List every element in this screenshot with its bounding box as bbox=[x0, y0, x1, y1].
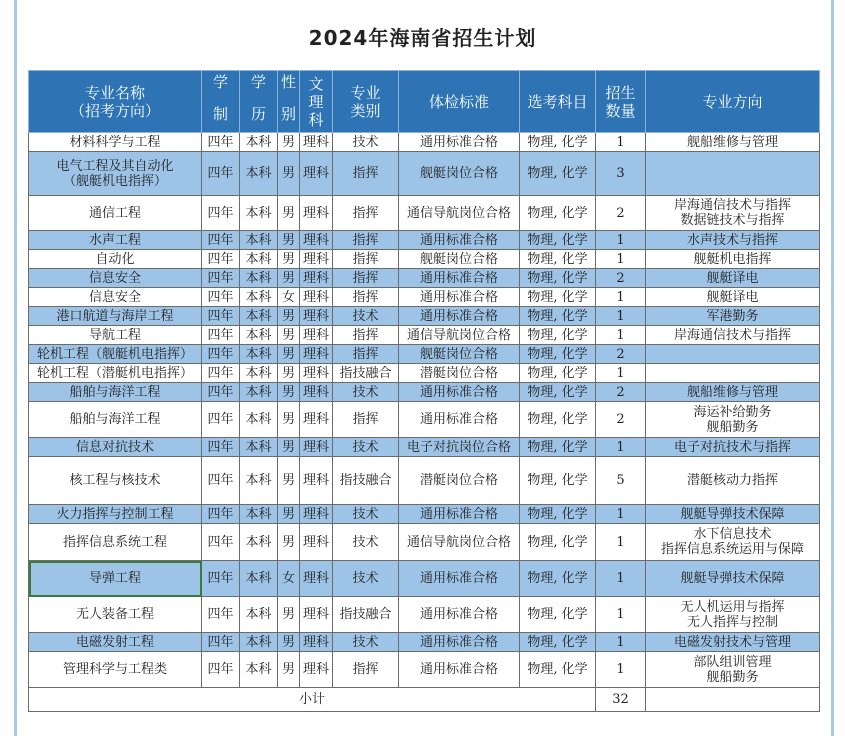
cell-major-name: 材料科学与工程 bbox=[29, 133, 202, 152]
cell-major-name: 核工程与核技术 bbox=[29, 457, 202, 505]
table-row bbox=[29, 633, 820, 652]
cell-gender: 男 bbox=[278, 133, 300, 152]
table-row bbox=[29, 524, 820, 561]
table-row bbox=[29, 345, 820, 364]
cell-quota: 2 bbox=[596, 196, 646, 231]
cell-system: 四年 bbox=[202, 633, 240, 652]
cell-system: 四年 bbox=[202, 307, 240, 326]
cell-quota: 1 bbox=[596, 597, 646, 633]
cell-degree: 本科 bbox=[240, 383, 278, 402]
cell-major-name: 港口航道与海岸工程 bbox=[29, 307, 202, 326]
cell-arts-science: 理科 bbox=[300, 383, 333, 402]
cell-direction: 海运补给勤务 舰船勤务 bbox=[646, 402, 820, 438]
cell-arts-science: 理科 bbox=[300, 326, 333, 345]
cell-category: 指挥 bbox=[333, 288, 399, 307]
cell-major-name: 指挥信息系统工程 bbox=[29, 524, 202, 561]
cell-medical: 通用标准合格 bbox=[399, 597, 520, 633]
cell-degree: 本科 bbox=[240, 196, 278, 231]
cell-category: 指挥 bbox=[333, 196, 399, 231]
cell-quota: 2 bbox=[596, 345, 646, 364]
cell-degree: 本科 bbox=[240, 597, 278, 633]
cell-degree: 本科 bbox=[240, 633, 278, 652]
cell-degree: 本科 bbox=[240, 269, 278, 288]
cell-medical: 潜艇岗位合格 bbox=[399, 364, 520, 383]
cell-subjects: 物理, 化学 bbox=[520, 231, 596, 250]
header-quota: 招生 数量 bbox=[596, 71, 646, 133]
cell-quota: 1 bbox=[596, 505, 646, 524]
cell-system: 四年 bbox=[202, 597, 240, 633]
cell-gender: 男 bbox=[278, 438, 300, 457]
cell-direction: 军港勤务 bbox=[646, 307, 820, 326]
cell-degree: 本科 bbox=[240, 505, 278, 524]
enrollment-plan-table bbox=[28, 70, 820, 712]
cell-gender: 男 bbox=[278, 597, 300, 633]
cell-direction: 电子对抗技术与指挥 bbox=[646, 438, 820, 457]
cell-degree: 本科 bbox=[240, 326, 278, 345]
cell-system: 四年 bbox=[202, 364, 240, 383]
cell-subjects: 物理, 化学 bbox=[520, 524, 596, 561]
cell-medical: 通信导航岗位合格 bbox=[399, 524, 520, 561]
table-row bbox=[29, 402, 820, 438]
cell-degree: 本科 bbox=[240, 524, 278, 561]
cell-subjects: 物理, 化学 bbox=[520, 597, 596, 633]
cell-arts-science: 理科 bbox=[300, 438, 333, 457]
cell-category: 技术 bbox=[333, 307, 399, 326]
cell-medical: 潜艇岗位合格 bbox=[399, 457, 520, 505]
cell-quota: 1 bbox=[596, 652, 646, 688]
cell-system: 四年 bbox=[202, 383, 240, 402]
cell-system: 四年 bbox=[202, 345, 240, 364]
cell-direction: 电磁发射技术与管理 bbox=[646, 633, 820, 652]
cell-arts-science: 理科 bbox=[300, 505, 333, 524]
cell-medical: 通用标准合格 bbox=[399, 633, 520, 652]
cell-quota: 1 bbox=[596, 438, 646, 457]
table-row bbox=[29, 505, 820, 524]
cell-medical: 电子对抗岗位合格 bbox=[399, 438, 520, 457]
cell-system: 四年 bbox=[202, 524, 240, 561]
cell-gender: 女 bbox=[278, 288, 300, 307]
cell-major-name: 电气工程及其自动化 （舰艇机电指挥） bbox=[29, 152, 202, 196]
cell-category: 指挥 bbox=[333, 269, 399, 288]
cell-system: 四年 bbox=[202, 269, 240, 288]
cell-category: 技术 bbox=[333, 633, 399, 652]
cell-major-name: 通信工程 bbox=[29, 196, 202, 231]
table-row bbox=[29, 561, 820, 597]
table-row bbox=[29, 152, 820, 196]
cell-system: 四年 bbox=[202, 231, 240, 250]
cell-degree: 本科 bbox=[240, 307, 278, 326]
cell-gender: 男 bbox=[278, 364, 300, 383]
cell-gender: 男 bbox=[278, 307, 300, 326]
cell-subjects: 物理, 化学 bbox=[520, 288, 596, 307]
table-row bbox=[29, 438, 820, 457]
cell-subjects: 物理, 化学 bbox=[520, 250, 596, 269]
cell-major-name: 船舶与海洋工程 bbox=[29, 402, 202, 438]
cell-subjects: 物理, 化学 bbox=[520, 133, 596, 152]
cell-degree: 本科 bbox=[240, 402, 278, 438]
cell-degree: 本科 bbox=[240, 152, 278, 196]
header-major: 专业名称 （招考方向） bbox=[29, 71, 202, 133]
table-row bbox=[29, 250, 820, 269]
header-system: 学 制 bbox=[202, 71, 240, 133]
cell-medical: 通用标准合格 bbox=[399, 561, 520, 597]
cell-degree: 本科 bbox=[240, 457, 278, 505]
cell-system: 四年 bbox=[202, 457, 240, 505]
cell-quota: 3 bbox=[596, 152, 646, 196]
cell-subjects: 物理, 化学 bbox=[520, 196, 596, 231]
table-row bbox=[29, 269, 820, 288]
cell-system: 四年 bbox=[202, 652, 240, 688]
cell-direction: 水下信息技术 指挥信息系统运用与保障 bbox=[646, 524, 820, 561]
cell-direction: 水声技术与指挥 bbox=[646, 231, 820, 250]
cell-direction bbox=[646, 152, 820, 196]
cell-subjects: 物理, 化学 bbox=[520, 152, 596, 196]
cell-subjects: 物理, 化学 bbox=[520, 402, 596, 438]
cell-quota: 2 bbox=[596, 383, 646, 402]
cell-arts-science: 理科 bbox=[300, 231, 333, 250]
table-row bbox=[29, 383, 820, 402]
cell-subjects: 物理, 化学 bbox=[520, 269, 596, 288]
cell-category: 技术 bbox=[333, 561, 399, 597]
cell-arts-science: 理科 bbox=[300, 561, 333, 597]
cell-direction bbox=[646, 345, 820, 364]
cell-medical: 通用标准合格 bbox=[399, 133, 520, 152]
cell-degree: 本科 bbox=[240, 288, 278, 307]
cell-system: 四年 bbox=[202, 505, 240, 524]
cell-degree: 本科 bbox=[240, 250, 278, 269]
cell-system: 四年 bbox=[202, 438, 240, 457]
cell-medical: 通用标准合格 bbox=[399, 269, 520, 288]
cell-system: 四年 bbox=[202, 561, 240, 597]
cell-system: 四年 bbox=[202, 152, 240, 196]
cell-degree: 本科 bbox=[240, 231, 278, 250]
table-row bbox=[29, 307, 820, 326]
cell-quota: 2 bbox=[596, 402, 646, 438]
cell-subjects: 物理, 化学 bbox=[520, 326, 596, 345]
cell-medical: 通用标准合格 bbox=[399, 383, 520, 402]
cell-category: 技术 bbox=[333, 438, 399, 457]
cell-arts-science: 理科 bbox=[300, 288, 333, 307]
cell-arts-science: 理科 bbox=[300, 457, 333, 505]
cell-major-name: 船舶与海洋工程 bbox=[29, 383, 202, 402]
cell-quota: 1 bbox=[596, 561, 646, 597]
cell-gender: 女 bbox=[278, 561, 300, 597]
cell-subjects: 物理, 化学 bbox=[520, 307, 596, 326]
cell-category: 指挥 bbox=[333, 652, 399, 688]
cell-quota: 1 bbox=[596, 231, 646, 250]
cell-major-name: 轮机工程（潜艇机电指挥） bbox=[29, 364, 202, 383]
cell-medical: 舰艇岗位合格 bbox=[399, 152, 520, 196]
cell-category: 技术 bbox=[333, 505, 399, 524]
cell-direction bbox=[646, 364, 820, 383]
cell-arts-science: 理科 bbox=[300, 597, 333, 633]
cell-degree: 本科 bbox=[240, 438, 278, 457]
cell-category: 指挥 bbox=[333, 402, 399, 438]
cell-arts-science: 理科 bbox=[300, 307, 333, 326]
cell-quota: 1 bbox=[596, 307, 646, 326]
cell-medical: 舰艇岗位合格 bbox=[399, 250, 520, 269]
table-row bbox=[29, 196, 820, 231]
cell-category: 指挥 bbox=[333, 326, 399, 345]
cell-major-name: 水声工程 bbox=[29, 231, 202, 250]
cell-major-name: 无人装备工程 bbox=[29, 597, 202, 633]
cell-direction: 无人机运用与指挥 无人指挥与控制 bbox=[646, 597, 820, 633]
cell-subjects: 物理, 化学 bbox=[520, 505, 596, 524]
cell-medical: 通信导航岗位合格 bbox=[399, 326, 520, 345]
cell-quota: 1 bbox=[596, 250, 646, 269]
cell-arts-science: 理科 bbox=[300, 364, 333, 383]
header-arts-science: 文 理 科 bbox=[300, 71, 333, 133]
table-row bbox=[29, 288, 820, 307]
cell-arts-science: 理科 bbox=[300, 345, 333, 364]
cell-direction: 岸海通信技术与指挥 数据链技术与指挥 bbox=[646, 196, 820, 231]
cell-category: 指挥 bbox=[333, 250, 399, 269]
cell-degree: 本科 bbox=[240, 133, 278, 152]
cell-system: 四年 bbox=[202, 250, 240, 269]
cell-quota: 1 bbox=[596, 364, 646, 383]
cell-major-name: 火力指挥与控制工程 bbox=[29, 505, 202, 524]
cell-subjects: 物理, 化学 bbox=[520, 345, 596, 364]
table-row bbox=[29, 457, 820, 505]
cell-arts-science: 理科 bbox=[300, 269, 333, 288]
header-gender: 性 别 bbox=[278, 71, 300, 133]
cell-subjects: 物理, 化学 bbox=[520, 633, 596, 652]
cell-direction: 舰艇机电指挥 bbox=[646, 250, 820, 269]
cell-major-name: 信息安全 bbox=[29, 269, 202, 288]
cell-arts-science: 理科 bbox=[300, 402, 333, 438]
cell-gender: 男 bbox=[278, 152, 300, 196]
subtotal-value: 32 bbox=[596, 688, 646, 712]
cell-degree: 本科 bbox=[240, 561, 278, 597]
cell-subjects: 物理, 化学 bbox=[520, 561, 596, 597]
cell-category: 技术 bbox=[333, 133, 399, 152]
subtotal-empty bbox=[646, 688, 820, 712]
header-subjects: 选考科目 bbox=[520, 71, 596, 133]
page-title: 2024年海南省招生计划 bbox=[308, 26, 537, 50]
cell-gender: 男 bbox=[278, 326, 300, 345]
cell-major-name: 导航工程 bbox=[29, 326, 202, 345]
cell-major-name: 信息安全 bbox=[29, 288, 202, 307]
table-row bbox=[29, 652, 820, 688]
cell-gender: 男 bbox=[278, 269, 300, 288]
table-row bbox=[29, 133, 820, 152]
cell-medical: 通用标准合格 bbox=[399, 402, 520, 438]
table-row bbox=[29, 231, 820, 250]
cell-gender: 男 bbox=[278, 524, 300, 561]
cell-direction: 舰艇导弹技术保障 bbox=[646, 505, 820, 524]
cell-direction: 部队组训管理 舰船勤务 bbox=[646, 652, 820, 688]
cell-gender: 男 bbox=[278, 633, 300, 652]
cell-gender: 男 bbox=[278, 457, 300, 505]
cell-arts-science: 理科 bbox=[300, 133, 333, 152]
cell-quota: 2 bbox=[596, 269, 646, 288]
cell-arts-science: 理科 bbox=[300, 152, 333, 196]
cell-gender: 男 bbox=[278, 505, 300, 524]
cell-category: 指挥 bbox=[333, 231, 399, 250]
cell-degree: 本科 bbox=[240, 364, 278, 383]
header-medical: 体检标准 bbox=[399, 71, 520, 133]
cell-system: 四年 bbox=[202, 288, 240, 307]
cell-gender: 男 bbox=[278, 652, 300, 688]
subtotal-label: 小计 bbox=[29, 688, 596, 712]
cell-medical: 通用标准合格 bbox=[399, 505, 520, 524]
cell-subjects: 物理, 化学 bbox=[520, 383, 596, 402]
cell-arts-science: 理科 bbox=[300, 524, 333, 561]
cell-direction: 舰船维修与管理 bbox=[646, 133, 820, 152]
cell-medical: 通用标准合格 bbox=[399, 231, 520, 250]
cell-major-name: 信息对抗技术 bbox=[29, 438, 202, 457]
table-row bbox=[29, 364, 820, 383]
cell-system: 四年 bbox=[202, 326, 240, 345]
cell-subjects: 物理, 化学 bbox=[520, 652, 596, 688]
cell-quota: 1 bbox=[596, 633, 646, 652]
table-row bbox=[29, 326, 820, 345]
cell-degree: 本科 bbox=[240, 345, 278, 364]
cell-arts-science: 理科 bbox=[300, 652, 333, 688]
cell-arts-science: 理科 bbox=[300, 196, 333, 231]
cell-gender: 男 bbox=[278, 250, 300, 269]
cell-arts-science: 理科 bbox=[300, 250, 333, 269]
cell-direction: 舰艇导弹技术保障 bbox=[646, 561, 820, 597]
subtotal-row bbox=[29, 688, 820, 712]
cell-system: 四年 bbox=[202, 196, 240, 231]
cell-category: 指挥 bbox=[333, 152, 399, 196]
cell-gender: 男 bbox=[278, 402, 300, 438]
header-degree: 学 历 bbox=[240, 71, 278, 133]
cell-quota: 1 bbox=[596, 524, 646, 561]
cell-category: 技术 bbox=[333, 524, 399, 561]
cell-medical: 通用标准合格 bbox=[399, 652, 520, 688]
cell-category: 技术 bbox=[333, 383, 399, 402]
cell-quota: 1 bbox=[596, 133, 646, 152]
cell-major-name[interactable]: 导弹工程 bbox=[29, 561, 202, 597]
cell-direction: 潜艇核动力指挥 bbox=[646, 457, 820, 505]
cell-system: 四年 bbox=[202, 402, 240, 438]
cell-medical: 舰艇岗位合格 bbox=[399, 345, 520, 364]
cell-subjects: 物理, 化学 bbox=[520, 438, 596, 457]
cell-direction: 舰艇译电 bbox=[646, 288, 820, 307]
cell-gender: 男 bbox=[278, 383, 300, 402]
cell-direction: 舰艇译电 bbox=[646, 269, 820, 288]
cell-quota: 1 bbox=[596, 288, 646, 307]
table-row bbox=[29, 597, 820, 633]
cell-category: 指技融合 bbox=[333, 457, 399, 505]
cell-category: 指技融合 bbox=[333, 364, 399, 383]
cell-medical: 通用标准合格 bbox=[399, 307, 520, 326]
cell-category: 指技融合 bbox=[333, 597, 399, 633]
cell-major-name: 电磁发射工程 bbox=[29, 633, 202, 652]
cell-major-name: 轮机工程（舰艇机电指挥） bbox=[29, 345, 202, 364]
cell-major-name: 管理科学与工程类 bbox=[29, 652, 202, 688]
cell-system: 四年 bbox=[202, 133, 240, 152]
cell-subjects: 物理, 化学 bbox=[520, 364, 596, 383]
cell-quota: 5 bbox=[596, 457, 646, 505]
cell-quota: 1 bbox=[596, 326, 646, 345]
cell-medical: 通用标准合格 bbox=[399, 288, 520, 307]
cell-direction: 舰船维修与管理 bbox=[646, 383, 820, 402]
cell-arts-science: 理科 bbox=[300, 633, 333, 652]
header-direction: 专业方向 bbox=[646, 71, 820, 133]
cell-category: 指挥 bbox=[333, 345, 399, 364]
cell-direction: 岸海通信技术与指挥 bbox=[646, 326, 820, 345]
cell-subjects: 物理, 化学 bbox=[520, 457, 596, 505]
cell-gender: 男 bbox=[278, 231, 300, 250]
cell-gender: 男 bbox=[278, 345, 300, 364]
cell-gender: 男 bbox=[278, 196, 300, 231]
cell-medical: 通信导航岗位合格 bbox=[399, 196, 520, 231]
cell-major-name: 自动化 bbox=[29, 250, 202, 269]
header-row bbox=[29, 71, 820, 133]
cell-degree: 本科 bbox=[240, 652, 278, 688]
header-category: 专业 类别 bbox=[333, 71, 399, 133]
